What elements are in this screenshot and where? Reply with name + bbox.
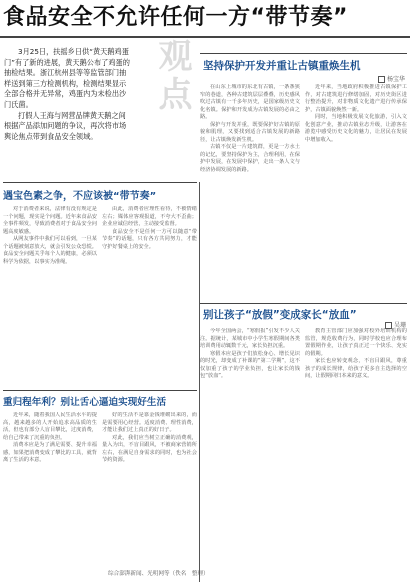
section-divider	[200, 303, 407, 304]
headline-rule	[0, 36, 410, 38]
article-credit: 综合澎湃新闻、光明网等（佚名 整理）	[108, 571, 209, 577]
section-divider	[3, 182, 197, 183]
article-title: 坚持保护开发并重让古镇重焕生机	[203, 60, 361, 72]
lede-paragraphs	[4, 47, 132, 142]
article-body	[200, 328, 300, 580]
page-headline: 食品安全不允许任何一方“带节奏”	[3, 5, 348, 30]
article-paragraph: 古镇不仅是一片建筑群，更是一方水土的记忆，要坚持保护为主，合理利用，在保护中发展，在发展中保护，走出一条人文与经济协调发展的新路。	[200, 144, 300, 173]
article-paragraph: 对于消费者来说，法律有没有规定是一个问题，现实是个问题。近年来食品安全事件频发，导致消费者对于食品安全问题高度敏感。	[3, 206, 97, 235]
article-title: 重归程年利？别让舌心逼迫实现好生活	[3, 397, 167, 408]
article-paragraph: 在山东上城市的东北有古镇，一条条狭窄的巷道，各种古建筑层层叠叠，历史感风吹过古镇有一千多年历史，是国家级历史文化名镇。保护和开发成为古镇发展的必由之路。	[200, 84, 300, 120]
article-body	[305, 328, 407, 580]
article-paragraph: 教育主管部门应加强对校外培训机构的监管，规范收费行为，同时学校也应合理布置假期作业，让孩子真正过一个快乐、充实的假期。	[305, 328, 407, 357]
watermark-text: 观点	[152, 38, 192, 114]
article-paragraph: 近年来，当地政府积极推进古镇保护工作，对古建筑进行修缮加固，对历史街区进行整治提升，对非物质文化遗产进行传承保护，古镇面貌焕然一新。	[305, 84, 407, 113]
lede-paragraph: 打假人王海与网营品牌黄天鹅之间根据产品添加问题的争议，再次将市场舆论焦点带到食品安全领域。	[4, 110, 127, 141]
article-body	[102, 412, 197, 564]
article-paragraph: 从网友事件中我们可以看到，一旦某个话题被刻意放大，就会引发公众恐慌。食品安全问题关乎每个人的健康，必须以科学为依据，以事实为准绳。	[3, 236, 97, 265]
byline-author: 吴珊	[394, 322, 407, 329]
section-divider	[200, 53, 407, 54]
article-paragraph: 寒假本应是孩子们放松身心、增长见识的时光，却变成了补课的“第二学期”，这不仅加重了孩子的学业负担，也让家长的钱包“放血”。	[200, 350, 300, 379]
article-paragraph: 保护与开发并重，既要保护好古镇的原貌和肌理，又要找到适合古镇发展的新路径，让古镇焕发新生机。	[200, 121, 300, 143]
byline-author: 杨宝华	[387, 76, 406, 83]
section-divider	[3, 390, 197, 391]
article-body	[3, 206, 97, 384]
article-paragraph: 家长也应转变观念，不盲目跟风，尊重孩子的成长规律，给孩子更多自主选择的空间，让假期回归本来的意义。	[305, 358, 407, 379]
article-title: 别让孩子“放假”变成家长“放血”	[203, 309, 357, 321]
article-body	[102, 206, 197, 384]
article-paragraph: 今年全国两会，“寒假报”引发不少人关注。据统计，某城市中小学生寒假期间各类培训费用动辄数千元，家长负担沉重。	[200, 328, 300, 349]
lede-paragraph: 3月25日，扶摇乡日供“黄天鹅鸡蛋门”有了新的进展，黄天鹅公布了鸡蛋的抽检结果。浙江杭州县等等监管部门抽样送到第三方检测机构，检测结果显示全部合格并无异常，鸡蛋内为未检出沙门氏菌。	[4, 47, 130, 109]
article-paragraph: 同时，当地积极发展文化旅游，引入文化创意产业，推动古镇业态升级，让游客在游览中感受历史文化的魅力，让居民在发展中增加收入。	[305, 114, 407, 143]
article-body	[305, 84, 407, 259]
article-body	[3, 412, 97, 572]
article-byline	[378, 74, 405, 83]
article-paragraph: 对此，我们应当树立正确的消费观，量入为出，不盲目跟风，不被商家营销所左右，在满足自身需求的同时，也为社会节约资源。	[102, 434, 197, 463]
byline-icon	[378, 76, 385, 83]
article-paragraph: 消费本应是为了满足需要、提升幸福感，如果把消费变成了攀比的工具，就背离了生活的本意。	[3, 442, 97, 463]
article-paragraph: 好的生活不是靠金钱堆砌出来的，而是需要用心经营。适度消费、理性消费，才能让我们过上真正的好日子。	[102, 412, 197, 433]
article-body	[200, 84, 300, 259]
article-paragraph: 食品安全不是任何一方可以随意“带节奏”的话题，只有各方共同努力，才能守护好餐桌上的安全。	[102, 228, 197, 250]
article-paragraph: 由此，消费者应理性看待，不被情绪左右；媒体应客观报道，不夸大不歪曲；企业应诚信经营，主动接受监督。	[102, 206, 197, 227]
article-title: 遇宝色素之争，不应该被“带节奏”	[3, 191, 157, 202]
article-paragraph: 近年来，随着我国人民生活水平的提高，越来越多的人开始追求高品质的生活，但也有部分人盲目攀比，过度消费，给自己带来了沉重的负担。	[3, 412, 97, 441]
